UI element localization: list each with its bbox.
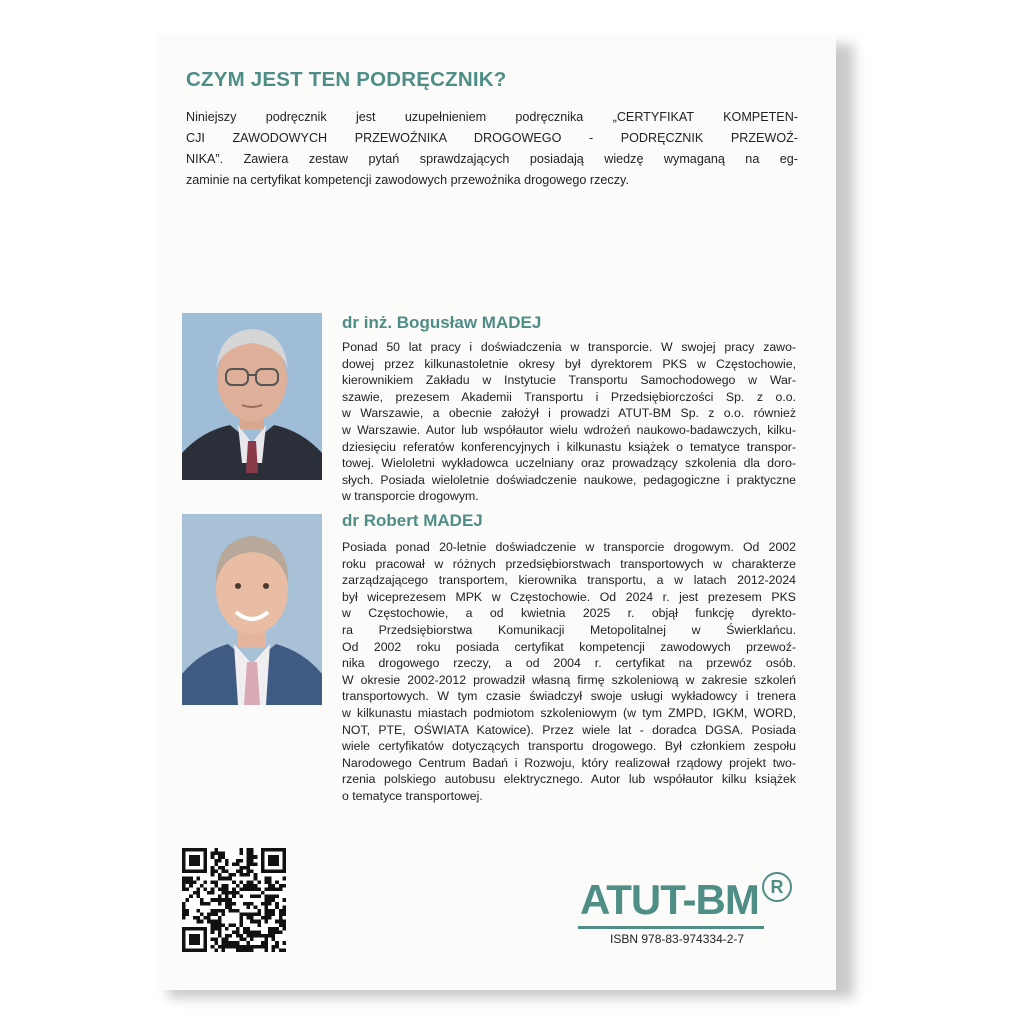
text-line: był wiceprezesem MPK w Częstochowie. Od 2024 r. jest prezesem PKS bbox=[342, 589, 796, 604]
text-line: szawie, prezesem Akademii Transportu i Przedsiębiorczości Sp. z o.o. bbox=[342, 389, 796, 404]
text-line: w kilkunastu miastach podmiotom szkoleniowym (w tym ZMPD, IGKM, WORD, bbox=[342, 705, 796, 720]
registered-mark: R bbox=[762, 872, 792, 902]
text-line: Niniejszy podręcznik jest uzupełnieniem podręcznika „CERTYFIKAT KOMPETEN- bbox=[186, 110, 798, 124]
text-line: rzenia polskiego autobusu elektrycznego. Autor lub współautor kilku książek bbox=[342, 772, 796, 787]
text-line: NOT, PTE, OŚWIATA Katowice). Przez wiele lat - doradca DGSA. Posiada bbox=[342, 722, 796, 737]
text-line: zarządzającego transportem, kierownika transportu, a w latach 2012-2024 bbox=[342, 573, 796, 588]
author-name: dr Robert MADEJ bbox=[342, 511, 483, 530]
text-line: NIKA”. Zawiera zestaw pytań sprawdzających posiadają wiedzę wymaganą na eg- bbox=[186, 152, 798, 166]
text-line: Narodowego Centrum Badań i Rozwoju, który realizował rządowy projekt two- bbox=[342, 755, 796, 770]
publisher-logo bbox=[576, 872, 796, 932]
text-line: dziesięciu referatów konferencyjnych i kilkunastu książek o tematyce transpor- bbox=[342, 439, 796, 454]
text-line: transportowych. W tym czasie świadczył swoje usługi wykładowcy i trenera bbox=[342, 689, 796, 704]
text-line: kierownikiem Zakładu w Instytucie Transportu Samochodowego w War- bbox=[342, 373, 796, 388]
logo-underline bbox=[578, 926, 764, 929]
text-line: w Warszawie. Autor lub współautor wielu wdrożeń naukowo-badawczych, kilku- bbox=[342, 422, 796, 437]
text-line: roku pracował w różnych przedsiębiorstwach transportowych w charakterze bbox=[342, 556, 796, 571]
text-line: słych. Posiada wieloletnie doświadczenie naukowe, pedagogiczne i praktyczne bbox=[342, 472, 796, 487]
text-line: CJI ZAWODOWYCH PRZEWOŹNIKA DROGOWEGO - PODRĘCZNIK PRZEWOŹ- bbox=[186, 131, 798, 145]
author-bio bbox=[342, 539, 796, 805]
isbn-label: ISBN 978-83-974334-2-7 bbox=[610, 932, 745, 946]
text-line: w Warszawie, a obecnie założył i prowadzi ATUT-BM Sp. z o.o. również bbox=[342, 406, 796, 421]
text-line: Od 2002 roku posiada certyfikat kompetencji zawodowych przewoź- bbox=[342, 639, 796, 654]
text-line: towej. Wieloletni wykładowca uczelniany oraz prowadzący szkolenia dla doro- bbox=[342, 456, 796, 471]
book-back-cover bbox=[156, 34, 836, 990]
text-line: Ponad 50 lat pracy i doświadczenia w transporcie. W swojej pracy zawo- bbox=[342, 340, 796, 354]
text-line: dowej przez kilkunastoletnie okresy był dyrektorem PKS w Częstochowie, bbox=[342, 356, 796, 371]
intro-paragraph bbox=[186, 107, 798, 191]
text-line: wiele certyfikatów dotyczących transportu drogowego. Był członkiem zespołu bbox=[342, 739, 796, 754]
text-line: ra Przedsiębiorstwa Komunikacji Metopolitalnej w Świerklańcu. bbox=[342, 622, 796, 637]
text-line: nika drogowego rzeczy, a od 2004 r. certyfikat na przewóz osób. bbox=[342, 656, 796, 671]
text-line: o tematyce transportowej. bbox=[342, 788, 483, 803]
text-line: Posiada ponad 20-letnie doświadczenie w transporcie drogowym. Od 2002 bbox=[342, 540, 796, 554]
author-photo-boguslaw bbox=[182, 313, 322, 480]
text-line: w Częstochowie, a od kwietnia 2025 r. objął funkcję dyrekto- bbox=[342, 606, 796, 621]
logo-text: ATUT-BM bbox=[580, 876, 759, 923]
author-photo-robert bbox=[182, 514, 322, 705]
author-name: dr inż. Bogusław MADEJ bbox=[342, 313, 542, 332]
text-line: W okresie 2002-2012 prowadził własną firmę szkoleniową w zakresie szkoleń bbox=[342, 672, 796, 687]
text-line: w transporcie drogowym. bbox=[342, 489, 479, 504]
qr-code[interactable] bbox=[182, 848, 286, 952]
author-bio bbox=[342, 339, 796, 505]
page-title: CZYM JEST TEN PODRĘCZNIK? bbox=[186, 68, 507, 91]
text-line: zaminie na certyfikat kompetencji zawodowych przewoźnika drogowego rzeczy. bbox=[186, 173, 629, 187]
